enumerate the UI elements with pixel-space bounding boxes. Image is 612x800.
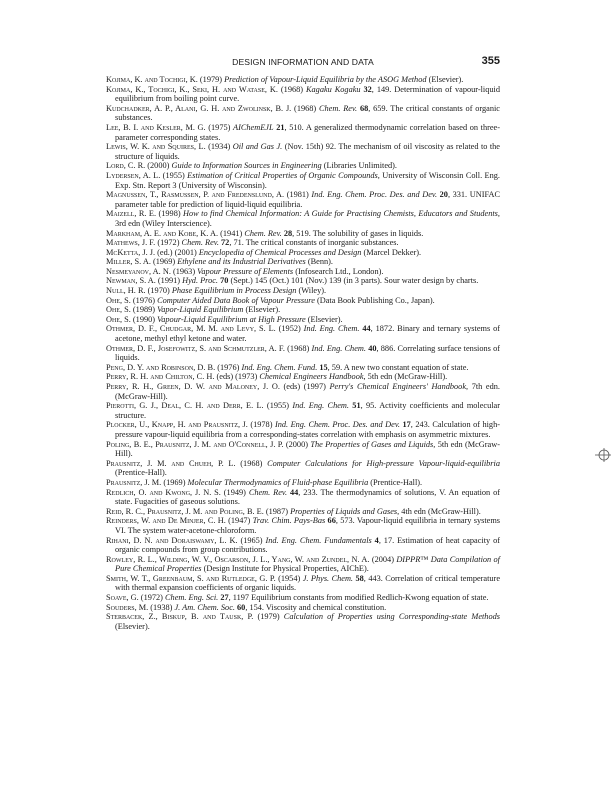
reference-entry bbox=[106, 296, 500, 306]
reference-text: (1972) bbox=[155, 238, 182, 248]
reference-text: (Marcel Dekker). bbox=[361, 247, 422, 257]
reference-text: (1965) bbox=[237, 535, 266, 545]
crop-registration-mark-icon bbox=[595, 447, 611, 463]
reference-volume: 66 bbox=[327, 516, 336, 526]
reference-text: (Elsevier). bbox=[115, 621, 150, 631]
reference-volume: 17 bbox=[402, 420, 411, 430]
reference-text: (1969) bbox=[150, 257, 178, 267]
reference-title: Ind. Eng. Chem. Proc. Des. and Dev. bbox=[274, 420, 400, 430]
reference-title: Computer Calculations for High-pressure Vapour-liquid-equilibria bbox=[267, 458, 500, 468]
reference-text: , 1197 Equilibrium constants from modified Redlich-Kwong equation of state. bbox=[228, 593, 489, 603]
reference-entry bbox=[106, 267, 500, 277]
reference-text: , 233. The thermodynamics of solutions, V. An equation of state. Fugacities of gaseous solutions. bbox=[115, 487, 500, 507]
reference-text: , University of Wisconsin Coll. Eng. Exp. Stn. Report 3 (University of Wisconsin). bbox=[115, 170, 500, 190]
reference-text: (2000) bbox=[145, 161, 172, 171]
reference-title: Guide to Information Sources in Engineering bbox=[171, 161, 322, 171]
reference-text: (Sept.) 145 (Oct.) 101 (Nov.) 139 (in 3 parts). Sour water design by charts. bbox=[228, 276, 479, 286]
reference-authors: Kudchadker, A. P., Alani, G. H. and Zwolinsk, B. J. bbox=[106, 103, 292, 113]
reference-text: (Benn). bbox=[305, 257, 333, 267]
reference-text: (1991) bbox=[155, 276, 183, 286]
reference-authors: Perry, R. H. and Chilton, C. H. bbox=[106, 372, 215, 382]
reference-text: (1968) bbox=[291, 103, 319, 113]
reference-text: , 659. The critical constants of organic substances. bbox=[115, 103, 500, 123]
reference-title: How to find Chemical Information: A Guide for Practising Chemists, Educators and Students bbox=[183, 209, 498, 219]
reference-text: , 5th edn (McGraw-Hill). bbox=[115, 439, 500, 459]
reference-authors: McKetta, J. J. bbox=[106, 247, 156, 257]
reference-authors: Kojima, K. and Tochigi, K. bbox=[106, 75, 198, 84]
reference-entry bbox=[106, 363, 500, 373]
reference-entry bbox=[106, 104, 500, 123]
reference-authors: Othmer, D. F., Chudgar, M. M. and Levy, S. L. bbox=[106, 324, 276, 334]
reference-entry bbox=[106, 612, 500, 631]
reference-title: Ind. Eng. Chem. Fundamentals bbox=[265, 535, 372, 545]
reference-authors: Null, H. R. bbox=[106, 286, 146, 296]
reference-title: Prediction of Vapour-Liquid Equilibria by the ASOG Method bbox=[224, 75, 427, 84]
reference-authors: Lee, B. I. and Kesler, M. G. bbox=[106, 122, 206, 132]
reference-authors: Smith, W. T., Greenbaum, S. and Rutledge, G. P. bbox=[106, 573, 276, 583]
reference-authors: Rihani, D. N. and Doraiswamy, L. K. bbox=[106, 535, 238, 545]
reference-authors: Lord, C. R. bbox=[106, 161, 146, 171]
reference-text: (Design Institute for Physical Properties, AIChE). bbox=[201, 564, 369, 574]
reference-entry bbox=[106, 344, 500, 363]
reference-title: Ind. Eng. Chem. Fund. bbox=[241, 362, 318, 372]
reference-title: Ind. Eng. Chem. bbox=[311, 343, 366, 353]
reference-title: Chemical Engineers Handbook bbox=[259, 372, 364, 382]
reference-entry bbox=[106, 420, 500, 439]
reference-entry bbox=[106, 401, 500, 420]
reference-title: Oil and Gas J. bbox=[232, 142, 283, 152]
reference-volume: 20 bbox=[439, 190, 448, 200]
reference-title: J. Am. Chem. Soc. bbox=[174, 602, 235, 612]
reference-text: (1976) bbox=[215, 362, 242, 372]
reference-text: , 59. A new two constant equation of state. bbox=[327, 362, 469, 372]
reference-text: , 573. Vapour-liquid equilibria in ternary systems VI. The system water-acetone-chloroform. bbox=[115, 516, 501, 535]
reference-authors: Peng, D. Y. and Robinson, D. B. bbox=[106, 362, 216, 372]
reference-entry bbox=[106, 248, 500, 258]
reference-text: (Prentice-Hall). bbox=[115, 468, 167, 478]
reference-authors: Miller, S. A. bbox=[106, 257, 151, 267]
reference-title: Ind. Eng. Chem. Proc. Des. and Dev. bbox=[311, 190, 438, 200]
reference-text: , 1872. Binary and ternary systems of acetone, methyl ethyl ketone and water. bbox=[115, 324, 500, 344]
reference-title: Calculation of Properties using Corresponding-state Methods bbox=[283, 612, 500, 622]
reference-title: Phase Equilibrium in Process Design bbox=[171, 286, 297, 296]
reference-text: , 17. Estimation of heat capacity of organic compounds from group contributions. bbox=[115, 535, 500, 555]
reference-volume: 32 bbox=[363, 84, 372, 94]
reference-text: (1968) bbox=[284, 343, 312, 353]
reference-text: , 95. Activity coefficients and molecular structure. bbox=[115, 401, 500, 420]
reference-volume: 27 bbox=[220, 593, 229, 603]
reference-authors: Maizell, R. E. bbox=[106, 209, 157, 219]
reference-title: AIChemEJL bbox=[233, 122, 274, 132]
reference-text: , 7th edn. (McGraw-Hill). bbox=[115, 382, 500, 401]
reference-text: (1947) bbox=[225, 516, 253, 526]
reference-text: , 3rd edn (Wiley Interscience). bbox=[115, 209, 500, 228]
reference-text: (Elsevier). bbox=[426, 75, 464, 84]
reference-entry bbox=[106, 276, 500, 286]
reference-authors: Reinders, W. and De Minjer, C. H. bbox=[106, 516, 226, 526]
reference-text: (1990) bbox=[130, 314, 158, 324]
reference-entry bbox=[106, 574, 500, 593]
reference-text: (Infosearch Ltd., London). bbox=[293, 266, 384, 276]
reference-title: Kagaku Kogaku bbox=[305, 84, 361, 94]
reference-text: (1969) bbox=[161, 477, 188, 487]
reference-title: The Properties of Gases and Liquids bbox=[310, 439, 434, 449]
reference-title: Properties of Liquids and Gases bbox=[290, 506, 398, 516]
reference-title: Hyd. Proc. bbox=[182, 276, 218, 286]
reference-title: Ethylene and its Industrial Derivatives bbox=[177, 257, 306, 267]
reference-authors: Newman, S. A. bbox=[106, 276, 156, 286]
reference-text: (1989) bbox=[130, 305, 158, 315]
reference-text: (Elsevier). bbox=[243, 305, 281, 315]
reference-title: Chem. Eng. Sci. bbox=[165, 593, 219, 603]
reference-title: Ind. Eng. Chem. bbox=[292, 401, 349, 411]
reference-authors: Rowley, R. L., Wilding, W. V., Oscarson, J. L., Yang, W. and Zundel, N. A. bbox=[106, 554, 370, 564]
reference-title: Estimation of Critical Properties of Organic Compounds bbox=[187, 170, 378, 180]
reference-entry bbox=[106, 286, 500, 296]
reference-entry bbox=[106, 229, 500, 239]
reference-text: (2004) bbox=[369, 554, 397, 564]
reference-entry bbox=[106, 536, 500, 555]
reference-authors: Lydersen, A. L. bbox=[106, 170, 161, 180]
reference-entry bbox=[106, 315, 500, 325]
reference-authors: Mathews, J. F. bbox=[106, 238, 156, 248]
reference-authors: Sterbacek, Z., Biskup, B. and Tausk, P. bbox=[106, 612, 254, 622]
reference-entry bbox=[106, 75, 500, 85]
reference-entry bbox=[106, 161, 500, 171]
reference-text: (1955) bbox=[160, 170, 188, 180]
running-head bbox=[106, 56, 500, 70]
reference-title: DIPPR™ Data Compilation of Pure Chemical Properties bbox=[115, 554, 500, 574]
reference-title: J. Phys. Chem. bbox=[302, 573, 354, 583]
reference-authors: Redlich, O. and Kwong, J. N. S. bbox=[106, 487, 221, 497]
reference-text: , 510. A generalized thermodynamic correlation based on three-parameter corresponding states. bbox=[115, 122, 500, 142]
reference-text: (ed.) (2001) bbox=[155, 247, 199, 257]
reference-text: , 243. Calculation of high-pressure vapour-liquid equilibria from a corresponding-states correlation with emphasis on asymmetric mixtures. bbox=[115, 420, 500, 439]
reference-title: Perry's Chemical Engineers' Handbook bbox=[329, 382, 467, 391]
reference-text: (1954) bbox=[275, 573, 303, 583]
reference-entry bbox=[106, 478, 500, 488]
reference-entry bbox=[106, 190, 500, 209]
reference-text: (1968) bbox=[235, 458, 268, 468]
reference-volume: 68 bbox=[359, 103, 369, 113]
reference-text: (1978) bbox=[247, 420, 275, 430]
reference-entry bbox=[106, 257, 500, 267]
reference-authors: Poling, B. E., Prausnitz, J. M. and O'Connell, J. P. bbox=[106, 439, 284, 449]
reference-entry bbox=[106, 459, 500, 478]
reference-text: , 443. Correlation of critical temperature with thermal expansion coefficients of organic liquids. bbox=[115, 573, 501, 593]
reference-entry bbox=[106, 209, 500, 228]
reference-text: (Elsevier). bbox=[305, 314, 343, 324]
reference-text: (1987) bbox=[263, 506, 291, 516]
reference-title: Computer Aided Data Book of Vapour Pressure bbox=[157, 295, 315, 305]
reference-text: , 149. Determination of vapour-liquid equilibrium from boiling point curve. bbox=[115, 84, 500, 104]
reference-entry bbox=[106, 238, 500, 248]
reference-entry bbox=[106, 142, 500, 161]
reference-authors: Pierotti, G. J., Deal, C. H. and Derr, E. L. bbox=[106, 401, 264, 411]
reference-entry bbox=[106, 516, 500, 535]
reference-authors: Prausnitz, J. M. and Chueh, P. L. bbox=[106, 458, 236, 468]
reference-entry bbox=[106, 324, 500, 343]
reference-entry bbox=[106, 123, 500, 142]
reference-volume: 70 bbox=[220, 276, 229, 286]
reference-volume: 4 bbox=[374, 535, 379, 545]
reference-authors: Othmer, D. F., Josefowitz, S. and Schmutzler, A. F. bbox=[106, 343, 285, 353]
reference-text: (1979) bbox=[197, 75, 225, 84]
reference-text: (1972) bbox=[138, 593, 166, 603]
reference-authors: Lewis, W. K. and Squires, L. bbox=[106, 142, 206, 152]
reference-text: (Libraries Unlimited). bbox=[321, 161, 397, 171]
reference-text: (1998) bbox=[156, 209, 184, 219]
reference-title: Encyclopedia of Chemical Processes and Design bbox=[198, 247, 362, 257]
reference-entry bbox=[106, 382, 500, 401]
reference-title: Chem. Rev. bbox=[319, 103, 358, 113]
reference-text: , 4th edn (McGraw-Hill). bbox=[397, 506, 481, 516]
reference-volume: 51 bbox=[352, 401, 361, 411]
reference-text: (Wiley). bbox=[296, 286, 327, 296]
reference-text: (eds) (1997) bbox=[279, 382, 330, 391]
reference-entry bbox=[106, 603, 500, 613]
reference-entry bbox=[106, 171, 500, 190]
reference-text: , 519. The solubility of gases in liquids. bbox=[292, 228, 424, 238]
reference-title: Vapour-Liquid Equilibrium at High Pressure bbox=[157, 314, 306, 324]
reference-text: (1975) bbox=[205, 122, 234, 132]
reference-volume: 60 bbox=[237, 602, 246, 612]
reference-title: Chem. Rev. bbox=[244, 228, 282, 238]
reference-authors: Magnussen, T., Rasmussen, P. and Fredenslund, A. bbox=[106, 190, 285, 200]
reference-entry bbox=[106, 85, 500, 104]
reference-text: (Data Book Publishing Co., Japan). bbox=[314, 295, 435, 305]
reference-authors: Souders, M. bbox=[106, 602, 149, 612]
reference-volume: 40 bbox=[368, 343, 377, 353]
reference-volume: 44 bbox=[362, 324, 371, 334]
reference-volume: 58 bbox=[355, 573, 364, 583]
reference-volume: 15 bbox=[319, 362, 328, 372]
reference-title: Chem. Rev. bbox=[248, 487, 288, 497]
reference-text: (Prentice-Hall). bbox=[368, 477, 423, 487]
reference-authors: Ohe, S. bbox=[106, 314, 131, 324]
reference-volume: 21 bbox=[276, 122, 285, 132]
reference-title: Vapour Pressure of Elements bbox=[197, 266, 294, 276]
reference-entry bbox=[106, 305, 500, 315]
reference-text: (1979) bbox=[253, 612, 284, 622]
reference-text: , 331. UNIFAC parameter table for prediction of liquid-liquid equilibria. bbox=[115, 190, 500, 209]
reference-entry bbox=[106, 555, 500, 574]
reference-volume: 44 bbox=[289, 487, 299, 497]
reference-text: (1934) bbox=[205, 142, 233, 152]
reference-authors: Plocker, U., Knapp, H. and Prausnitz, J. bbox=[106, 420, 248, 430]
reference-text: (1952) bbox=[275, 324, 304, 334]
reference-title: Trav. Chim. Pays-Bas bbox=[252, 516, 326, 526]
reference-text: (2000) bbox=[283, 439, 311, 449]
reference-authors: Nesmeyanov, A. N. bbox=[106, 266, 171, 276]
reference-entry bbox=[106, 507, 500, 517]
reference-text: , 886. Correlating surface tensions of liquids. bbox=[115, 343, 501, 363]
reference-text: , 71. The critical constants of inorganic substances. bbox=[229, 238, 399, 248]
reference-authors: Ohe, S. bbox=[106, 305, 131, 315]
reference-text: (1981) bbox=[284, 190, 312, 200]
reference-text: (1970) bbox=[145, 286, 172, 296]
running-head-title: DESIGN INFORMATION AND DATA bbox=[232, 57, 374, 67]
reference-volume: 72 bbox=[221, 238, 230, 248]
reference-list bbox=[106, 75, 500, 631]
reference-entry bbox=[106, 488, 500, 507]
reference-text: (1941) bbox=[218, 228, 245, 238]
reference-authors: Markham, A. E. and Kobe, K. A. bbox=[106, 228, 219, 238]
reference-authors: Prausnitz, J. M. bbox=[106, 477, 162, 487]
reference-text: (1949) bbox=[220, 487, 249, 497]
reference-entry bbox=[106, 593, 500, 603]
reference-volume: 28 bbox=[283, 228, 293, 238]
reference-authors: Kojima, K., Tochigi, K., Seki, H. and Watase, K. bbox=[106, 84, 278, 94]
reference-entry bbox=[106, 372, 500, 382]
reference-text: (Nov. 15th) 92. The mechanism of oil viscosity as related to the structure of liquids. bbox=[115, 142, 500, 161]
reference-text: , 154. Viscosity and chemical constitution. bbox=[245, 602, 387, 612]
reference-text: (eds) (1973) bbox=[214, 372, 260, 382]
reference-text: (1963) bbox=[170, 266, 198, 276]
reference-text: (1968) bbox=[277, 84, 306, 94]
reference-authors: Soave, G. bbox=[106, 593, 139, 603]
reference-authors: Reid, R. C., Prausnitz, J. M. and Poling, B. E. bbox=[106, 506, 264, 516]
reference-title: Ind. Eng. Chem. bbox=[303, 324, 360, 334]
reference-authors: Ohe, S. bbox=[106, 295, 131, 305]
reference-text: (1938) bbox=[148, 602, 175, 612]
reference-text: , 5th edn (McGraw-Hill). bbox=[363, 372, 448, 382]
reference-entry bbox=[106, 440, 500, 459]
reference-text: (1976) bbox=[130, 295, 158, 305]
reference-title: Vapor-Liquid Equilibrium bbox=[157, 305, 244, 315]
reference-text: (1955) bbox=[263, 401, 293, 411]
reference-title: Chem. Rev. bbox=[181, 238, 219, 248]
page-number: 355 bbox=[481, 55, 500, 67]
reference-title: Molecular Thermodynamics of Fluid-phase Equilibria bbox=[187, 477, 369, 487]
reference-authors: Perry, R. H., Green, D. W. and Maloney, J. O. bbox=[106, 382, 280, 391]
